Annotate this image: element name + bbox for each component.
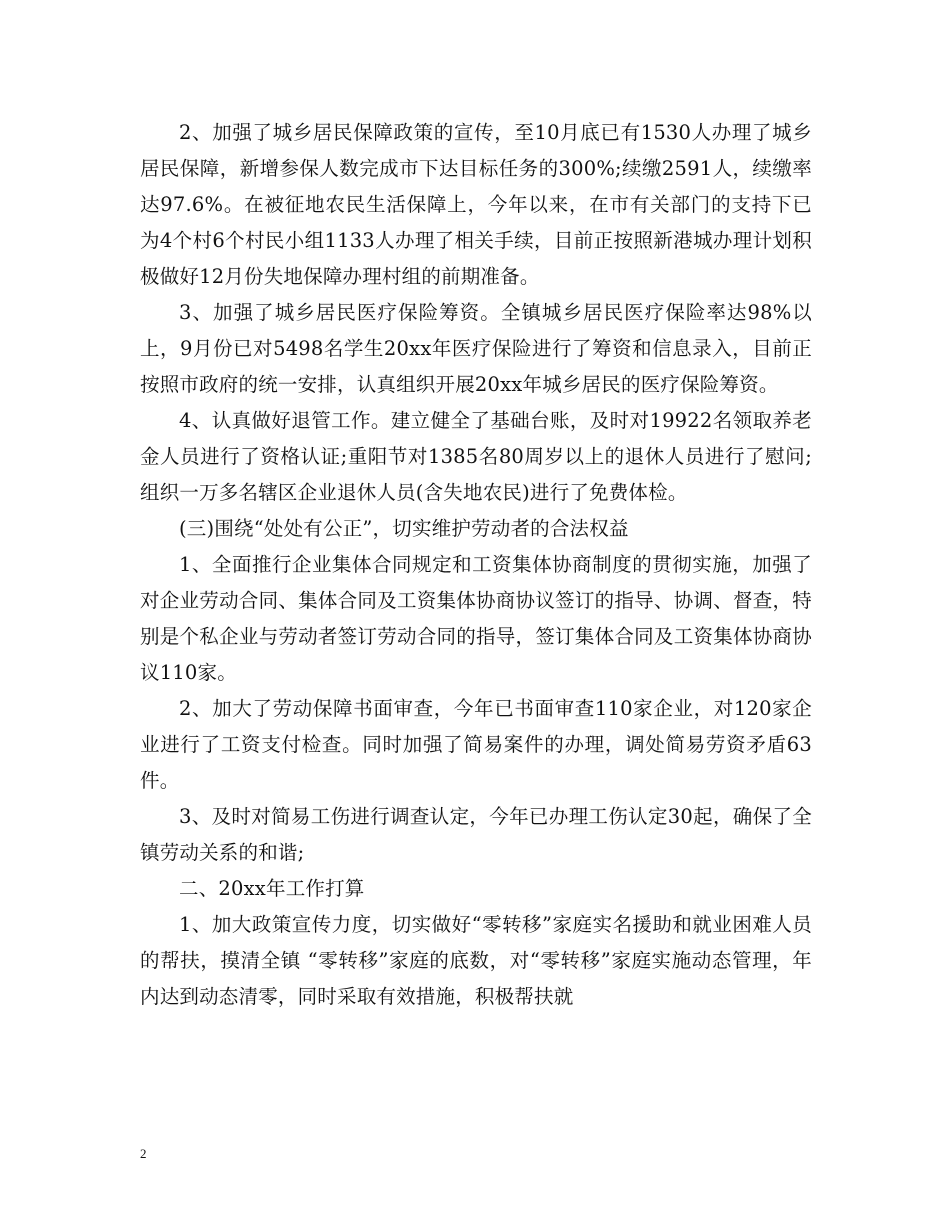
page-number: 2 [140, 1146, 147, 1161]
paragraph-collective-contracts: 1、全面推行企业集体合同规定和工资集体协商制度的贯彻实施，加强了对企业劳动合同、集体合同及工资集体协商协议签订的指导、协调、督查，特别是个私企业与劳动者签订劳动合同的指导，签订集体合同及工资集体协商协议110家。 [140, 553, 812, 684]
paragraph-retirement-management: 4、认真做好退管工作。建立健全了基础台账，及时对19922名领取养老金人员进行了资格认证;重阳节对1385名80周岁以上的退休人员进行了慰问;组织一万多名辖区企业退休人员(含失地农民)进行了免费体检。 [140, 409, 812, 504]
paragraph-medical-insurance-funding: 3、加强了城乡居民医疗保险筹资。全镇城乡居民医疗保险率达98%以上，9月份已对5498名学生20xx年医疗保险进行了筹资和信息录入，目前正按照市政府的统一安排，认真组织开展20xx年城乡居民的医疗保险筹资。 [140, 301, 812, 396]
paragraph-work-injury: 3、及时对简易工伤进行调查认定，今年已办理工伤认定30起，确保了全镇劳动关系的和谐; [140, 805, 812, 864]
paragraph-written-review: 2、加大了劳动保障书面审查，今年已书面审查110家企业，对120家企业进行了工资支付检查。同时加强了简易案件的办理，调处简易劳资矛盾63件。 [140, 697, 812, 792]
paragraph-policy-publicity: 1、加大政策宣传力度，切实做好“零转移”家庭实名援助和就业困难人员的帮扶，摸清全镇 “零转移”家庭的底数，对“零转移”家庭实施动态管理，年内达到动态清零，同时采取有效措施，积极帮扶就 [140, 913, 812, 1008]
document-body [140, 115, 812, 1015]
section-heading-fairness: (三)围绕“处处有公正”，切实维护劳动者的合法权益 [179, 517, 629, 540]
paragraph-urban-rural-insurance-publicity: 2、加强了城乡居民保障政策的宣传，至10月底已有1530人办理了城乡居民保障，新增参保人数完成市下达目标任务的300%;续缴2591人，续缴率达97.6%。在被征地农民生活保障上，今年以来，在市有关部门的支持下已为4个村6个村民小组1133人办理了相关手续，目前正按照新港城办理计划积极做好12月份失地保障办理村组的前期准备。 [140, 121, 812, 288]
section-heading-work-plan: 二、20xx年工作打算 [179, 877, 365, 900]
